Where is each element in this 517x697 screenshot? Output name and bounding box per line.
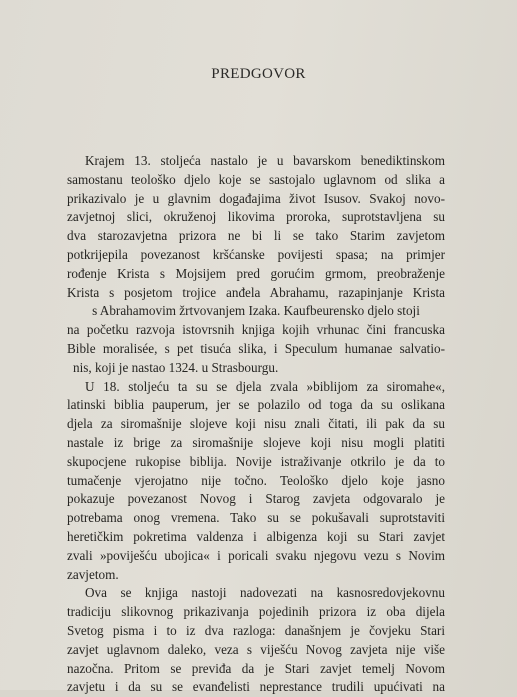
preface-text [67, 152, 445, 697]
text-line: Krajem 13. stoljeća nastalo je u bavarskom benediktinskom [85, 153, 445, 168]
text-line: nastale iz brige za siromašnije slojeve koji nisu mogli platiti [67, 434, 445, 450]
text-line: tradiciju slikovnog prikazivanja pojedinih prizora iz oba dijela [67, 604, 445, 620]
text-line: zavjetom. [67, 566, 119, 582]
text-line: nis, koji je nastao 1324. u Strasbourgu. [73, 359, 279, 375]
text-line: na početku razvoja istovrsnih knjiga kojih vrhunac čini francuska [67, 322, 445, 338]
page-heading: PREDGOVOR [211, 66, 306, 82]
text-line: zavjet uglavnom daleko, veza s viješću Novog zavjeta nije više [67, 641, 445, 657]
text-line: skupocjene rukopise biblija. Novije istraživanje otkrilo je da to [67, 453, 445, 469]
text-line: samostanu teološko djelo koje se sastojalo uglavnom od slika a [67, 171, 445, 187]
text-line: djela za siromašnije slojeve koji nisu znali čitati, ili pak da su [67, 416, 445, 432]
text-line: rođenje Krista s Mojsijem pred gorućim grmom, preobraženje [67, 265, 445, 281]
text-line: Ova se knjiga nastoji nadovezati na kasnosredovjekovnu [85, 585, 445, 601]
text-line: s Abrahamovim žrtvovanjem Izaka. Kaufbeurensko djelo stoji [92, 303, 420, 319]
text-line: zavjetu i da su se evanđelisti neprestance trudili upućivati na [67, 679, 445, 695]
text-line: zavjetnoj slici, okruženoj likovima proroka, suprotstavljena su [67, 209, 445, 225]
text-line: dva starozavjetna prizora ne bi li se tako Starim zavjetom [67, 228, 445, 244]
text-line: pokazuje povezanost Novog i Starog zavjeta odgovaralo je [67, 491, 445, 507]
text-line: tumačenje vjerojatno nije točno. Teološko djelo koje jasno [67, 472, 445, 488]
text-line: Krista s posjetom trojice anđela Abrahamu, razapinjanje Krista [67, 284, 445, 300]
text-line: latinski biblia pauperum, jer se polazilo od toga da su oslikana [67, 397, 445, 413]
text-line: nazočna. Pritom se previđa da je Stari zavjet temelj Novom [67, 660, 445, 676]
text-line: Bible moralisée, s pet tisuća slika, i Speculum humanae salvatio- [67, 340, 445, 356]
text-line: potkrijepila povezanost kršćanske povijesti spasa; na primjer [67, 246, 445, 262]
text-line: prikazivalo je u glavnim događajima život Isusov. Svakoj novo- [67, 190, 445, 206]
text-line: heretičkim pokretima valdenza i albigenza koji su Stari zavjet [67, 528, 445, 544]
text-line: potrebama onog vremena. Tako su se pokušavali suprotstaviti [67, 510, 445, 526]
text-line: zvali »poviješću ubojica« i poricali svaku njegovu vezu s Novim [67, 547, 445, 563]
text-line: Svetog pisma i to iz dva razloga: današnjem je čovjeku Stari [67, 622, 445, 638]
text-line: U 18. stoljeću ta su se djela zvala »biblijom za siromahe«, [85, 378, 445, 394]
